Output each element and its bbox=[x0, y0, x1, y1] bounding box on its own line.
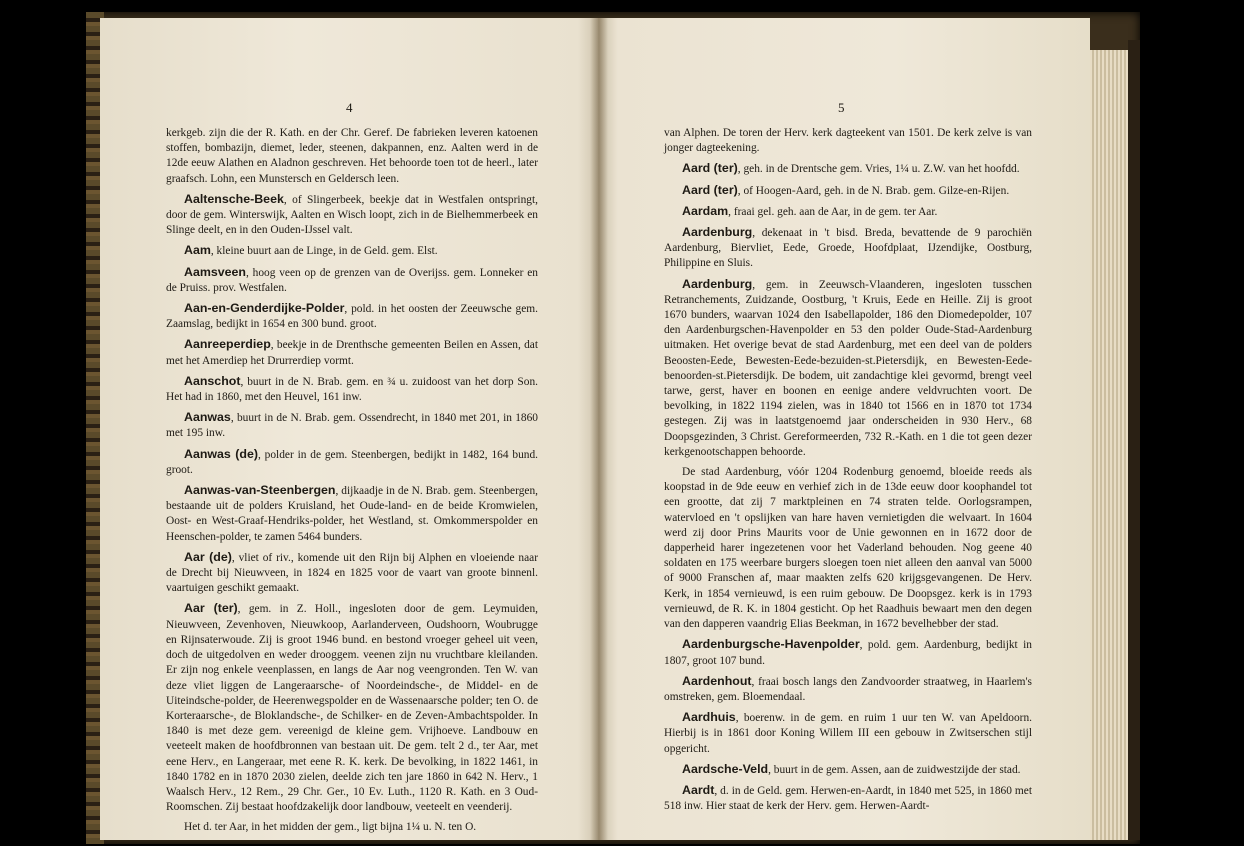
entry-body: , dekenaat in 't bisd. Breda, bevattende de 9 parochiën Aardenburg, Biervliet, Eede, Groede, Hoofdplaat, IJzendijke, Oostburg, Philippine en Sluis. bbox=[664, 227, 1032, 270]
entry-headword: Aanreeperdiep bbox=[184, 337, 271, 352]
entry-body: , polder in de gem. Steenbergen, bedijkt in 1482, 164 bund. groot. bbox=[166, 448, 538, 476]
dictionary-entry bbox=[664, 225, 1032, 272]
entry-body: , dijkaadje in de N. Brab. gem. Steenbergen, bestaande uit de polders Kruisland, het Oude-land- en de beide Kromwielen, Oost- en West-Graaf-Hendriks-polder, het Westland, st. Omkommerspolder en Heenschen-polder, te zamen 5464 bunders. bbox=[166, 485, 538, 543]
dictionary-entry bbox=[166, 447, 538, 478]
right-page-text bbox=[664, 126, 1032, 819]
dictionary-entry bbox=[166, 483, 538, 545]
dictionary-entry bbox=[664, 783, 1032, 814]
entry-body: , buurt in de gem. Assen, aan de zuidwestzijde der stad. bbox=[768, 763, 1021, 776]
entry-body: , of Hoogen-Aard, geh. in de N. Brab. gem. Gilze-en-Rijen. bbox=[737, 184, 1010, 197]
entry-headword: Aard (ter) bbox=[682, 182, 738, 197]
body-paragraph: De stad Aardenburg, vóór 1204 Rodenburg genoemd, bloeide reeds als koopstad in de 9de eeuw en verhief zich in de 13de eeuw door koophandel tot een grootte, dat zij 7 marktpleinen en 74 straten telde. Oorlogsrampen, watervloed en 't opslijken van hare haven vernietigden die welvaart. In 1604 werd zij door Prins Maurits voor de Unie gewonnen en in 1672 door de dapperheid harer ingezetenen voor het Vaderland behouden. Nog geene 40 soldaten en 175 weerbare burgers sloegen toen niet alleen den aanval van 5000 of 9000 Franschen af, maar maakten zelfs 620 krijgsgevangenen. De Herv. Kerk, in 1854 vernieuwd, is een ruim gebouw. De Doopsgez. kerk is in 1793 vernieuwd, de R. K. in 1804 gesticht. Op het Raadhuis bewaart men den degen van den dapperen vaandrig Elias Beekman, in 1672 bevelhebber der stad. bbox=[664, 466, 1032, 631]
dictionary-entry bbox=[166, 601, 538, 815]
entry-headword: Aardam bbox=[682, 203, 729, 218]
entry-headword: Aaltensche-Beek bbox=[184, 191, 284, 206]
entry-body: , of Slingerbeek, beekje dat in Westfalen ontspringt, door de gem. Winterswijk, Aalten en Wisch loopt, zich in de Bielhemmerbeek en Slinge deelt, en in den Ouden-IJssel valt. bbox=[166, 193, 538, 237]
entry-body: , boerenw. in de gem. en ruim 1 uur ten W. van Apeldoorn. Hierbij is in 1861 door Koning Willem III een gebouw in Zwitserschen stijl opgericht. bbox=[664, 712, 1032, 755]
tail-text: Het d. ter Aar, in het midden der gem., ligt bijna 1¼ u. N. ten O. bbox=[184, 821, 477, 834]
entry-body: , fraai bosch langs den Zandvoorder straatweg, in Haarlem's omstreken, gem. Bloemendaal. bbox=[664, 675, 1032, 703]
entry-body: , hoog veen op de grenzen van de Overijss. gem. Lonneker en de Pruiss. prov. Westfalen. bbox=[166, 266, 538, 294]
book-gutter bbox=[590, 18, 608, 840]
entry-headword: Aard (ter) bbox=[682, 161, 738, 176]
dictionary-entry bbox=[166, 243, 538, 259]
dictionary-entry bbox=[166, 410, 538, 441]
entry-headword: Aam bbox=[184, 243, 211, 258]
dictionary-entry bbox=[664, 277, 1032, 460]
entry-body: , geh. in de Drentsche gem. Vries, 1¼ u. Z.W. van het hoofdd. bbox=[737, 163, 1020, 176]
dictionary-entry bbox=[664, 710, 1032, 757]
left-page bbox=[100, 18, 598, 840]
entry-body: , buurt in de N. Brab. gem. Ossendrecht, in 1840 met 201, in 1860 met 195 inw. bbox=[166, 412, 538, 440]
page-number-right: 5 bbox=[838, 100, 846, 115]
entry-headword: Aardenburg bbox=[682, 276, 753, 291]
entry-body: , gem. in Zeeuwsch-Vlaanderen, ingesloten tusschen Retranchements, Zuidzande, Oostburg, 't Kruis, Eede en Heille. Zij is groot 1670 bunders, waarvan 1024 den Isabellapolder, 186 den Diomedepolder, 107 den Aardenburgschen-Havenpolder en 53 den polder Oude-Stad-Aardenburg uitmaken. Het overige bevat de stad Aardenburg, met een deel van de polders Beoosten-Eede, Bewesten-Eede-bezuiden-st.Pietersdijk, en Bewesten-Eede-benoorden-st.Pietersdijk. De bodem, uit zandachtige klei gevormd, brengt veel tarwe, gerst, haver en boonen en eenige andere veldvruchten voort. De bevolking, in 1822 1194 zielen, was in 1840 tot 1566 en in 1870 tot 1734 gestegen. Zij was in laatstgenoemd jaar onderscheiden in 930 Herv., 68 Doopsgezinden, 3 Christ. Gereformeerden, 732 R.-Kath. en 1 die tot geen dezer kerkgenootschappen behoorde. bbox=[664, 278, 1032, 458]
entry-body: , pold. in het oosten der Zeeuwsche gem. Zaamslag, bedijkt in 1654 en 300 bund. groot. bbox=[166, 303, 538, 331]
dictionary-entry bbox=[664, 637, 1032, 668]
entry-headword: Aardenburgsche-Havenpolder bbox=[682, 637, 860, 652]
dictionary-entry bbox=[166, 374, 538, 405]
dictionary-entry bbox=[664, 183, 1032, 199]
entry-headword: Aar (de) bbox=[184, 549, 232, 564]
page-number-left: 4 bbox=[346, 100, 354, 115]
entry-list bbox=[166, 192, 538, 816]
entry-headword: Aanwas bbox=[184, 410, 231, 425]
entry-body: , fraai gel. geh. aan de Aar, in de gem. ter Aar. bbox=[728, 205, 938, 218]
continuation-text: kerkgeb. zijn die der R. Kath. en der Chr. Geref. De fabrieken leveren katoenen stoffen, bombazijn, diemet, leder, steenen, dakpannen, enz. Aalten werd in de 12de eeuw Alathen en Aladnon geschreven. Het behoorde toen tot de heerl., later graafsch. Lohn, een Munstersch en Geldersch leen. bbox=[166, 127, 538, 185]
entry-body: , pold. gem. Aardenburg, bedijkt in 1807, groot 107 bund. bbox=[664, 639, 1032, 667]
entry-body: , kleine buurt aan de Linge, in de Geld. gem. Elst. bbox=[210, 245, 438, 258]
entry-headword: Aanwas (de) bbox=[184, 446, 258, 461]
dictionary-entry bbox=[166, 192, 538, 239]
entry-headword: Aan-en-Genderdijke-Polder bbox=[184, 301, 345, 316]
entry-body: , d. in de Geld. gem. Herwen-en-Aardt, in 1840 met 525, in 1860 met 518 inw. Hier staat de kerk der Herv. gem. Herwen-Aardt- bbox=[664, 784, 1032, 813]
dictionary-entry bbox=[166, 265, 538, 296]
entry-list bbox=[664, 637, 1032, 814]
entry-headword: Aar (ter) bbox=[184, 601, 238, 616]
entry-body: , buurt in de N. Brab. gem. en ¾ u. zuidoost van het dorp Son. Het had in 1860, met den Heuvel, 161 inw. bbox=[166, 375, 538, 404]
entry-list bbox=[664, 161, 1032, 460]
entry-headword: Aanwas-van-Steenbergen bbox=[184, 483, 336, 498]
dictionary-entry bbox=[664, 762, 1032, 778]
entry-headword: Aardenburg bbox=[682, 225, 753, 240]
entry-headword: Aardenhout bbox=[682, 673, 752, 688]
entry-headword: Aamsveen bbox=[184, 264, 246, 279]
entry-body: , vliet of riv., komende uit den Rijn bij Alphen en vloeiende naar de Drecht bij Nieuwveen, in 1824 en 1825 voor de vaart van groote binnenl. vaartuigen geschikt gemaakt. bbox=[166, 551, 538, 595]
dictionary-entry bbox=[166, 550, 538, 597]
continuation-text: van Alphen. De toren der Herv. kerk dagteekent van 1501. De kerk zelve is van jonger dagteekening. bbox=[664, 127, 1032, 155]
entry-headword: Aardt bbox=[682, 782, 715, 797]
dictionary-entry bbox=[664, 674, 1032, 705]
book-cover-edge bbox=[1128, 40, 1140, 840]
entry-headword: Aanschot bbox=[184, 373, 241, 388]
dictionary-entry bbox=[166, 337, 538, 368]
entry-headword: Aardhuis bbox=[682, 710, 736, 725]
dictionary-entry bbox=[664, 204, 1032, 220]
entry-headword: Aardsche-Veld bbox=[682, 761, 769, 776]
entry-body: , gem. in Z. Holl., ingesloten door de gem. Leymuiden, Nieuwveen, Zevenhoven, Nieuwkoop, Aarlanderveen, Oudshoorn, Woubrugge en Rijnsaterwoude. Zij is groot 1946 bund. en bestond vroeger geheel uit veen, doch de uitgedolven en weder drooggem. veenen zijn nu vruchtbare kleilanden. Er zijn nog enkele veenplassen, en langs de Aar nog veengronden. Ten W. van deze vliet liggen de Langeraarsche- of Noordeindsche-, de Middel- en de Uiteindsche-polder, de Heerenwegspolder en de Wassenaarsche polder; ten O. de Korteraarsche-, de Bloklandsche-, de Schilker- en de Zeven-Ambachtspolder. In 1840 is met deze gem. vereenigd de kleine gem. Vrijhoeve. Landbouw en veeteelt maken de hoofdbronnen van bestaan uit. De gem. telt 2 d., ter Aar, met eene Herv., en Langeraar, met eene R. K. kerk. De bevolking, in 1822 1461, in 1840 1782 en in 1870 2030 zielen, deelde zich ten jare 1860 in 642 N. Herv., 1 Waalsch Herv., 12 Rem., 29 Chr. Ger., 10 Ev. Luth., 1120 R. Kath. en 3 Oud-Roomschen. Zij bestaat hoofdzakelijk door landbouw, veeteelt en veenderij. bbox=[166, 603, 538, 814]
right-page bbox=[598, 18, 1090, 840]
dictionary-entry bbox=[664, 161, 1032, 177]
dictionary-entry bbox=[166, 301, 538, 332]
entry-body: , beekje in de Drenthsche gemeenten Beilen en Assen, dat met het Amerdiep het Drurrerdiep vormt. bbox=[166, 339, 538, 367]
left-page-text bbox=[166, 126, 538, 841]
